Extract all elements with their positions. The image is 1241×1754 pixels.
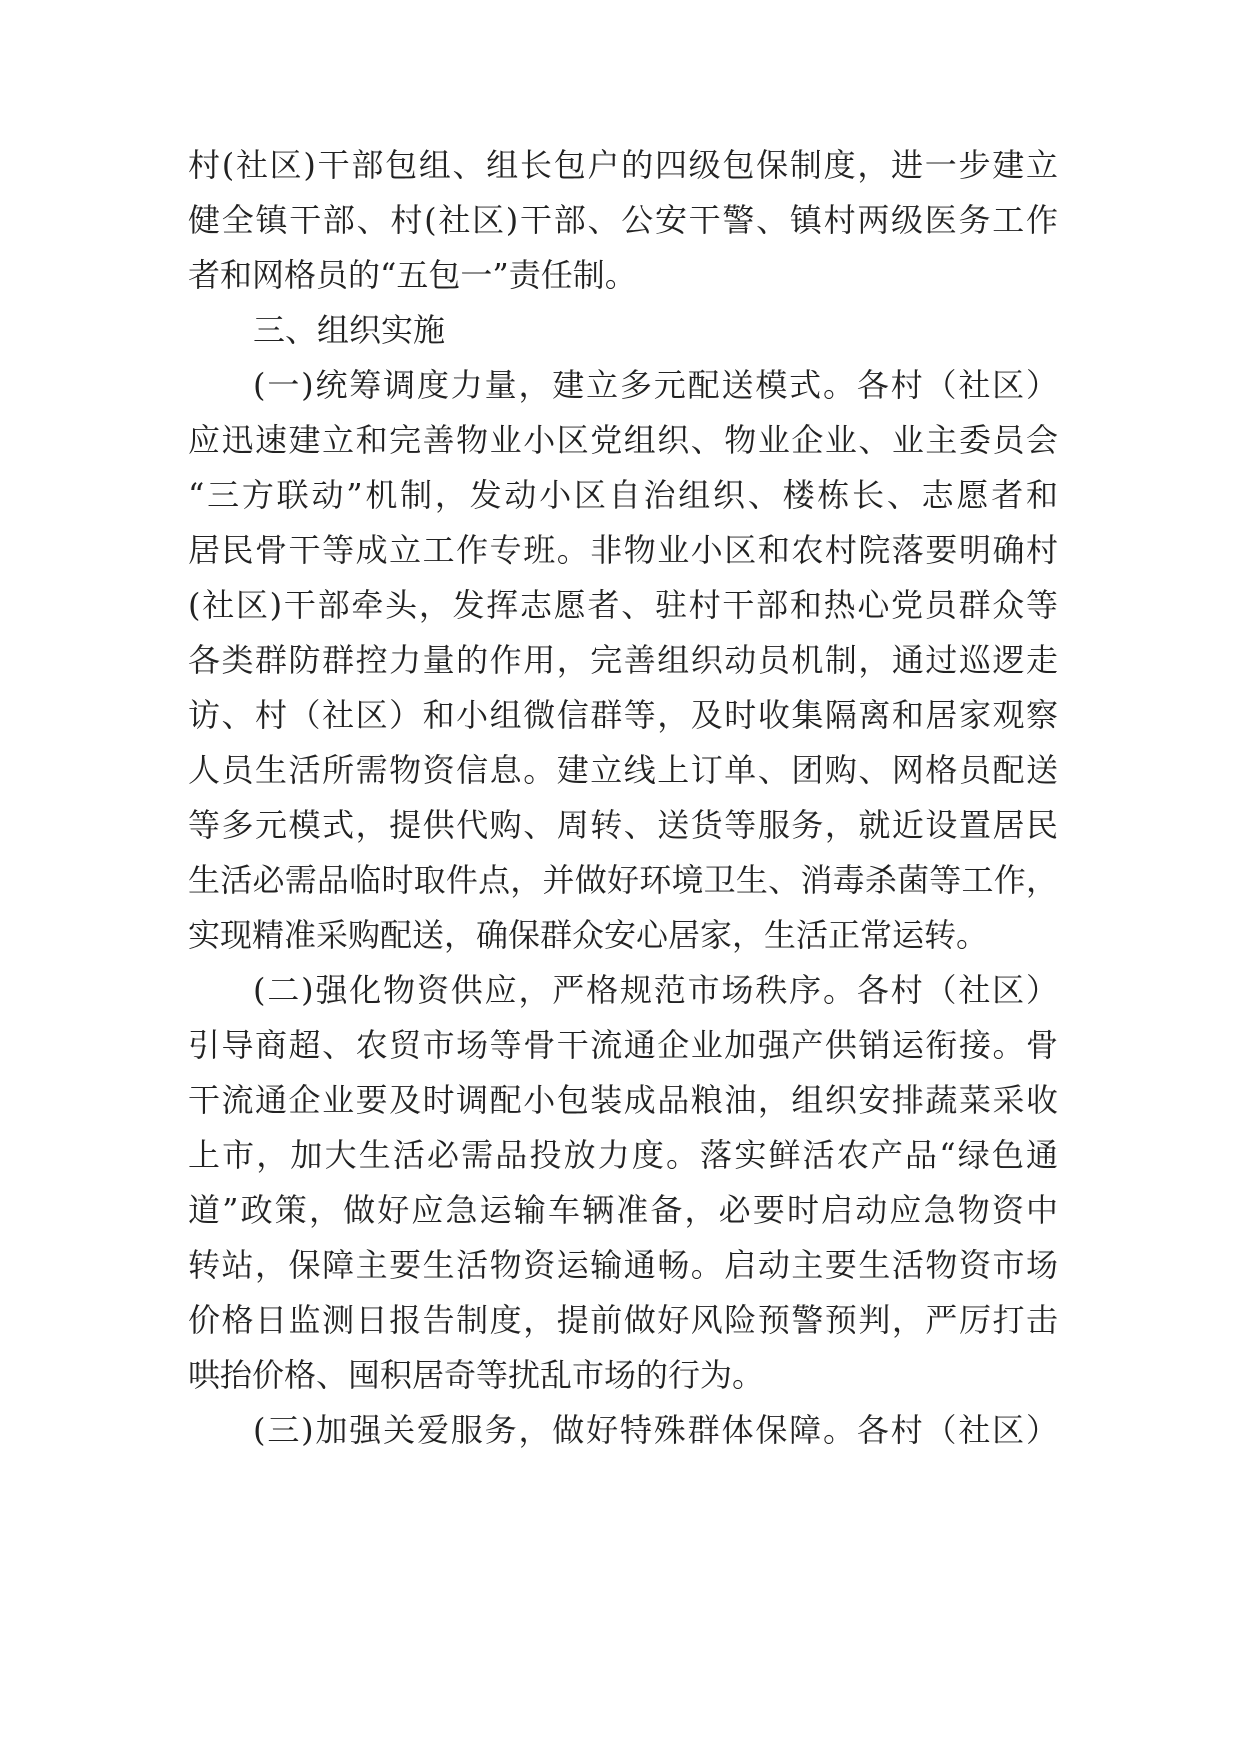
paragraph-line: (社区)干部牵头，发挥志愿者、驻村干部和热心党员群众等 [188,586,1058,624]
paragraph-line: 者和网格员的“五包一”责任制。 [188,256,637,294]
paragraph-line: 生活必需品临时取件点，并做好环境卫生、消毒杀菌等工作， [188,861,1058,899]
paragraph-line: 居民骨干等成立工作专班。非物业小区和农村院落要明确村 [188,531,1058,569]
paragraph-line: (一)统筹调度力量，建立多元配送模式。各村（社区） [253,366,1058,404]
paragraph-line: 干流通企业要及时调配小包装成品粮油，组织安排蔬菜采收 [188,1081,1058,1119]
paragraph-line: 上市，加大生活必需品投放力度。落实鲜活农产品“绿色通 [188,1136,1058,1174]
paragraph-line: “三方联动”机制，发动小区自治组织、楼栋长、志愿者和 [188,476,1058,514]
paragraph-line: 健全镇干部、村(社区)干部、公安干警、镇村两级医务工作 [188,201,1058,239]
paragraph-line: 价格日监测日报告制度，提前做好风险预警预判，严厉打击 [188,1301,1058,1339]
paragraph-line: 转站，保障主要生活物资运输通畅。启动主要生活物资市场 [188,1246,1058,1284]
paragraph-line: 各类群防群控力量的作用，完善组织动员机制，通过巡逻走 [188,641,1058,679]
paragraph-line: 实现精准采购配送，确保群众安心居家，生活正常运转。 [188,916,989,954]
paragraph-line: 道”政策，做好应急运输车辆准备，必要时启动应急物资中 [188,1191,1058,1229]
paragraph-line: (二)强化物资供应，严格规范市场秩序。各村（社区） [253,971,1058,1009]
section-heading: 三、组织实施 [253,311,446,349]
paragraph-line: 村(社区)干部包组、组长包户的四级包保制度，进一步建立 [188,146,1058,184]
paragraph-line: 等多元模式，提供代购、周转、送货等服务，就近设置居民 [188,806,1058,844]
paragraph-line: 人员生活所需物资信息。建立线上订单、团购、网格员配送 [188,751,1058,789]
paragraph-line: (三)加强关爱服务，做好特殊群体保障。各村（社区） [253,1411,1058,1449]
paragraph-line: 应迅速建立和完善物业小区党组织、物业企业、业主委员会 [188,421,1058,459]
paragraph-line: 访、村（社区）和小组微信群等，及时收集隔离和居家观察 [188,696,1058,734]
paragraph-line: 哄抬价格、囤积居奇等扰乱市场的行为。 [188,1356,765,1394]
paragraph-line: 引导商超、农贸市场等骨干流通企业加强产供销运衔接。骨 [188,1026,1058,1064]
